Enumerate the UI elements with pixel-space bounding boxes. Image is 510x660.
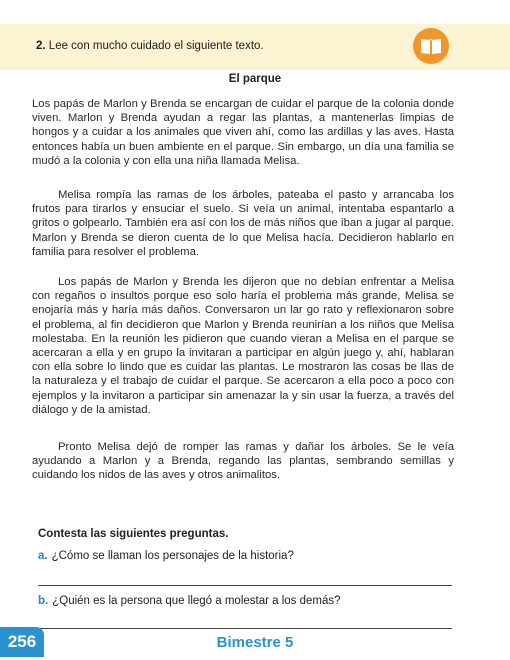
instruction xyxy=(36,40,264,52)
question-letter: a. xyxy=(38,550,48,562)
story-paragraph-1: Los papás de Marlon y Brenda se encargan de cuidar el parque de la colonia donde viven. Marlon y Brenda ayudan a regar las plantas, a mantenerlas limpias de hongos y a cuidar a los animales que viven ahí, como las ardillas y las aves. Hasta entonces había un buen ambiente en el parque. Sin embargo, un día una familia se mudó a la colonia y con ella una niña llamada Melisa. xyxy=(32,98,454,167)
instruction-text: Lee con mucho cuidado el siguiente texto. xyxy=(48,40,264,52)
section-footer: Bimestre 5 xyxy=(216,634,294,651)
question-text: ¿Quién es la persona que llegó a molestar a los demás? xyxy=(52,595,341,607)
book-icon xyxy=(413,28,449,64)
answer-line-b[interactable] xyxy=(38,628,452,629)
instruction-number: 2. xyxy=(36,40,46,52)
story-paragraph-4: Pronto Melisa dejó de romper las ramas y dañar los árboles. Se le veía ayudando a Marlon y a Brenda, regando las plantas, sembrando semillas y cuidando los nidos de las aves y otros animalitos. xyxy=(32,441,454,482)
question-b xyxy=(38,595,341,607)
story-title: El parque xyxy=(228,73,282,85)
page-number: 256 xyxy=(0,627,44,657)
question-letter: b. xyxy=(38,595,49,607)
question-a xyxy=(38,550,294,562)
questions-heading: Contesta las siguientes preguntas. xyxy=(38,528,229,540)
question-text: ¿Cómo se llaman los personajes de la historia? xyxy=(51,550,294,562)
story-paragraph-2: Melisa rompía las ramas de los árboles, pateaba el pasto y arrancaba los frutos para tirarlos y ensuciar el suelo. Si veía un animal, intentaba espantarlo a gritos o golpearlo. También era así con los de más niños que iban a jugar al parque. Marlon y Brenda se dieron cuenta de lo que Melisa hacía. Decidieron hablarlo en familia para resolver el problema. xyxy=(32,189,454,258)
story-paragraph-3: Los papás de Marlon y Brenda les dijeron que no debían enfrentar a Melisa con regaños o insultos porque eso solo haría el problema más grande, Melisa se enojaría más y haría más daños. Conversaron un lar go rato y reflexionaron sobre el problema, al fin decidieron que Marlon y Brenda reunirían a los niños que Melisa molestaba. En la reunión les pidieron que cuando vieran a Melisa en el parque se acercaran a ella y en grupo la invitaran a participar en algún juego y, ahí, hablaran con ella sobre lo lindo que es cuidar las plantas. Le mostraron las cosas be llas de la naturaleza y el trabajo de cuidar el parque. Se acercaron a ella poco a poco con ejemplos y la invitaron a participar sin amenazar la y sin usar la fuerza, a través del diálogo y de la amistad. xyxy=(32,276,454,416)
answer-line-a[interactable] xyxy=(38,585,452,586)
